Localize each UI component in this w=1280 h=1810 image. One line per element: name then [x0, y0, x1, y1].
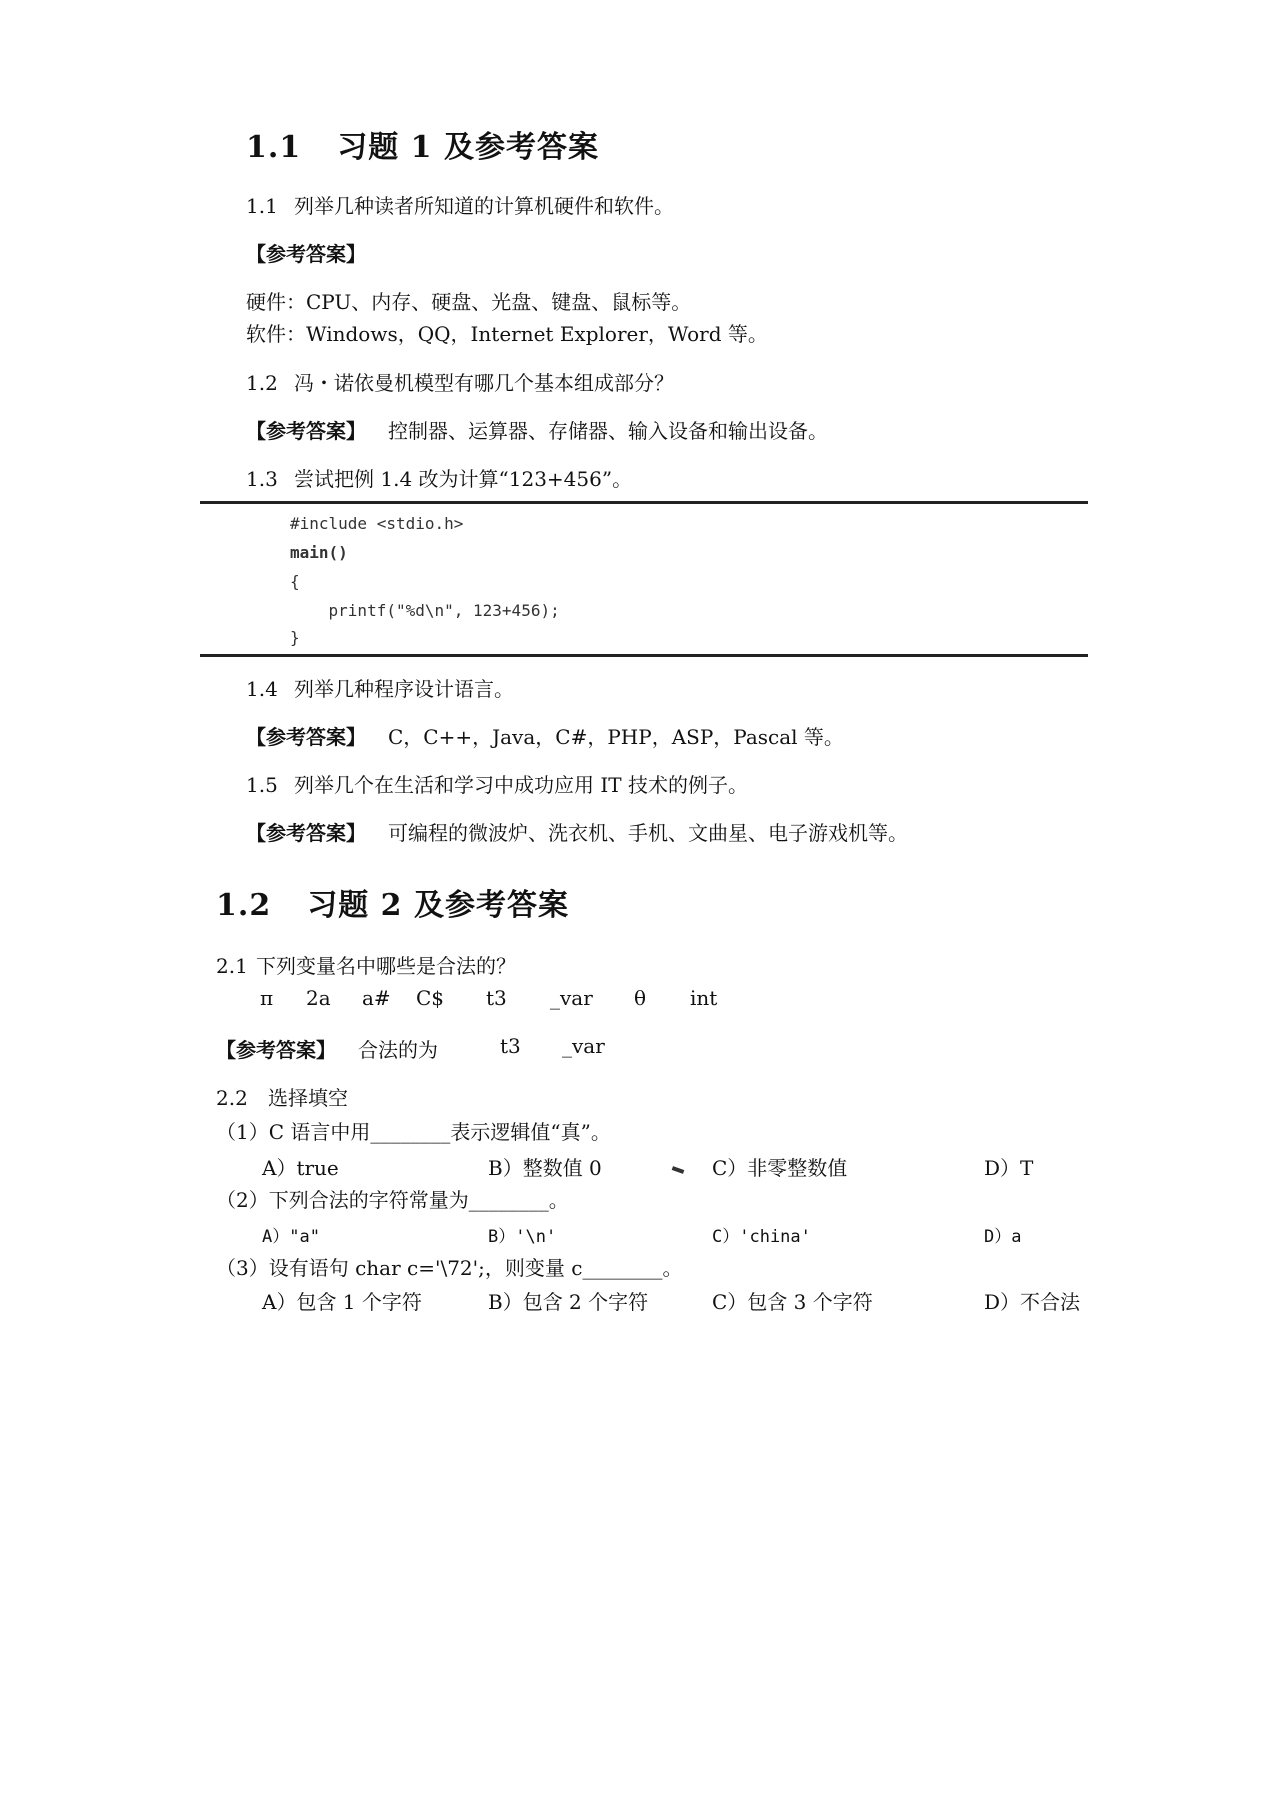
option-c: C）非零整数值: [712, 1156, 848, 1180]
question-text: 下列变量名中哪些是合法的？: [256, 954, 516, 978]
question-text: 尝试把例 1.4 改为计算“123+456”。: [294, 467, 633, 491]
answer-text: C，C++，Java，C#，PHP，ASP，Pascal 等。: [388, 725, 844, 749]
option-d: D）a: [984, 1227, 1022, 1247]
question-text: 列举几种读者所知道的计算机硬件和软件。: [294, 194, 674, 218]
code-line-4: printf("%d\n", 123+456);: [290, 601, 560, 620]
answer-tag: 【参考答案】: [246, 725, 366, 749]
answer-2-1: [216, 1034, 438, 1063]
code-line-2: main(): [290, 543, 348, 562]
code-bottom-rule: [200, 654, 1088, 657]
question-2-2: [216, 1082, 348, 1111]
option-c: C）包含 3 个字符: [712, 1290, 873, 1314]
section-number: 1.2: [216, 888, 272, 923]
answer-1-4: [246, 721, 844, 750]
variable-name: int: [690, 986, 718, 1010]
question-1-3: [246, 463, 632, 492]
question-number: 2.1: [216, 954, 248, 978]
code-top-rule: [200, 501, 1088, 504]
code-line-3: {: [290, 572, 300, 591]
question-1-4: [246, 673, 514, 702]
code-line-5: }: [290, 628, 300, 647]
variable-name: t3: [486, 986, 507, 1010]
question-text: 列举几种程序设计语言。: [294, 677, 514, 701]
answer-value: t3: [500, 1034, 521, 1058]
answer-tag: 【参考答案】: [246, 821, 366, 845]
sub-question-3: （3）设有语句 char c='\72';，则变量 c________。: [216, 1256, 683, 1280]
answer-text: 可编程的微波炉、洗衣机、手机、文曲星、电子游戏机等。: [388, 821, 908, 845]
option-a: A）"a": [262, 1227, 320, 1247]
option-d: D）不合法: [984, 1290, 1081, 1314]
answer-text: 控制器、运算器、存储器、输入设备和输出设备。: [388, 419, 828, 443]
section-heading-1: [246, 122, 599, 166]
question-1-2: [246, 367, 674, 396]
question-number: 1.1: [246, 194, 278, 218]
question-number: 1.3: [246, 467, 278, 491]
answer-1-2: [246, 415, 828, 444]
scan-speck: [672, 1166, 685, 1174]
code-line-1: #include <stdio.h>: [290, 514, 464, 533]
question-text: 选择填空: [268, 1086, 348, 1110]
answer-software: 软件：Windows，QQ，Internet Explorer，Word 等。: [246, 322, 768, 346]
option-b: B）整数值 0: [488, 1156, 602, 1180]
variable-name: C$: [416, 986, 445, 1010]
question-number: 1.4: [246, 677, 278, 701]
option-b: B）包含 2 个字符: [488, 1290, 649, 1314]
section-title: 习题 2 及参考答案: [307, 888, 569, 923]
variable-name: π: [260, 986, 274, 1010]
question-2-1: [216, 950, 516, 979]
question-number: 1.2: [246, 371, 278, 395]
section-heading-2: [216, 880, 569, 924]
variable-name: θ: [634, 986, 647, 1010]
option-d: D）T: [984, 1156, 1034, 1180]
answer-tag: 【参考答案】: [246, 242, 366, 266]
question-text: 列举几个在生活和学习中成功应用 IT 技术的例子。: [294, 773, 748, 797]
answer-label: 合法的为: [358, 1038, 438, 1062]
answer-value: _var: [562, 1034, 605, 1058]
question-text: 冯・诺依曼机模型有哪几个基本组成部分？: [294, 371, 674, 395]
question-1-5: [246, 769, 748, 798]
variable-name: _var: [550, 986, 593, 1010]
variable-name: 2a: [306, 986, 331, 1010]
answer-hardware: 硬件：CPU、内存、硬盘、光盘、键盘、鼠标等。: [246, 290, 692, 314]
option-c: C）'china': [712, 1227, 811, 1247]
answer-1-5: [246, 817, 908, 846]
sub-question-2: （2）下列合法的字符常量为________。: [216, 1188, 569, 1212]
option-a: A）包含 1 个字符: [262, 1290, 422, 1314]
answer-tag: 【参考答案】: [216, 1038, 336, 1062]
option-b: B）'\n': [488, 1227, 557, 1247]
sub-question-1: （1）C 语言中用________表示逻辑值“真”。: [216, 1120, 611, 1144]
section-number: 1.1: [246, 130, 302, 165]
question-number: 2.2: [216, 1086, 248, 1110]
section-title: 习题 1 及参考答案: [337, 130, 599, 165]
option-a: A）true: [262, 1156, 339, 1180]
question-number: 1.5: [246, 773, 278, 797]
variable-name: a#: [362, 986, 391, 1010]
answer-tag: 【参考答案】: [246, 419, 366, 443]
question-1-1: [246, 190, 674, 219]
